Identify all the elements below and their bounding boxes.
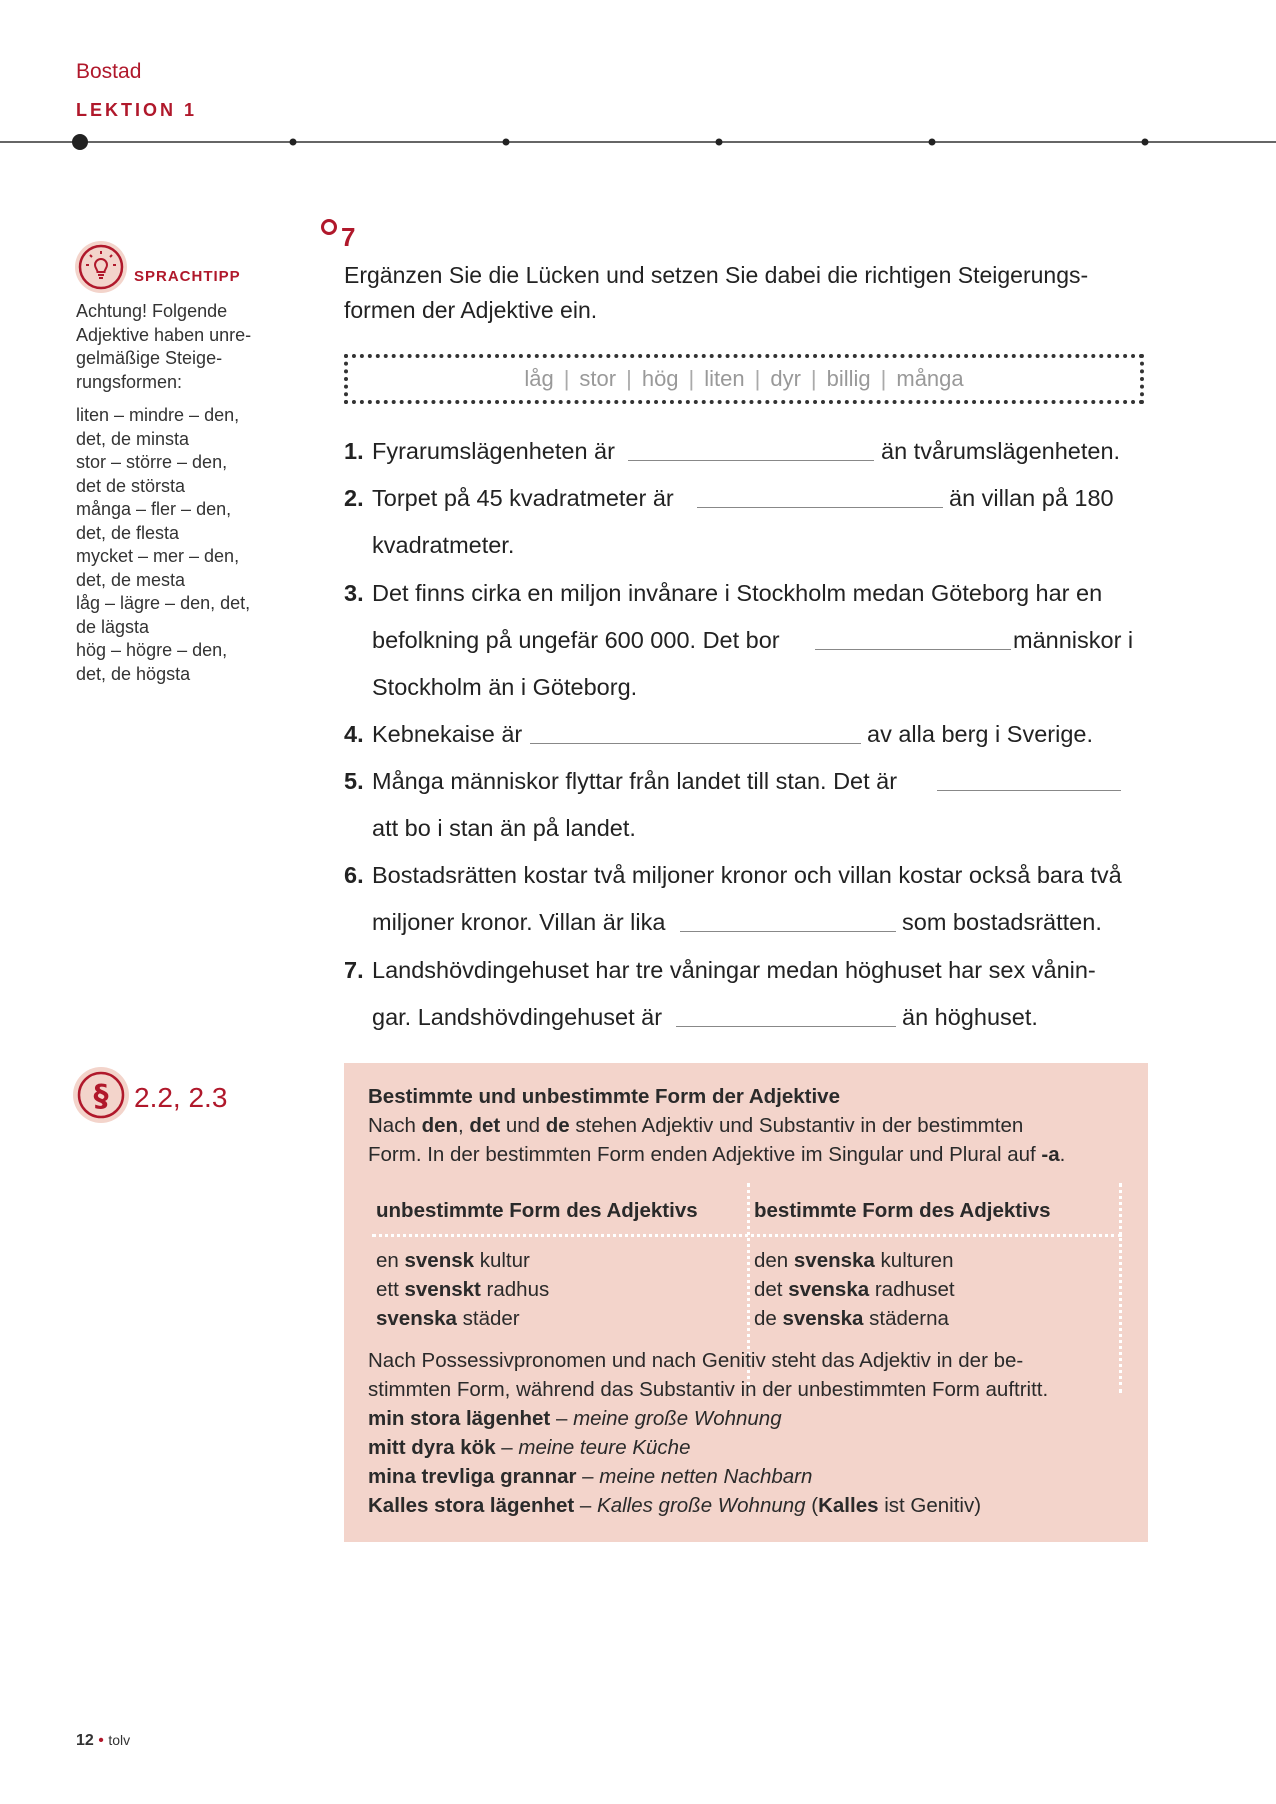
grammar-rule-line: Nach Possessivpronomen und nach Genitiv steht das Adjektiv in der be- — [368, 1349, 1024, 1372]
answer-blank[interactable] — [530, 743, 861, 744]
footer-bullet: • — [98, 1732, 104, 1749]
tip-line: Achtung! Folgende — [76, 301, 228, 321]
possessive-example: Kalles stora lägenhet – Kalles große Wohnung (Kalles ist Genitiv) — [368, 1494, 982, 1517]
item-text: än villan på 180 — [949, 485, 1114, 511]
answer-blank[interactable] — [815, 649, 1011, 650]
item-text: Torpet på 45 kvadratmeter är — [372, 485, 674, 511]
page-number: 12 — [76, 1732, 94, 1749]
word-item: många — [896, 366, 964, 391]
tip-form-line: det, de högsta — [76, 663, 191, 684]
section-title: Bostad — [76, 60, 142, 83]
timeline-dot — [716, 139, 723, 146]
item-number: 1. — [344, 438, 364, 464]
tip-form-line: det, de minsta — [76, 428, 190, 449]
lesson-timeline — [0, 130, 1276, 154]
word-item: liten — [704, 366, 745, 391]
svg-text:§: § — [93, 1079, 109, 1114]
answer-blank[interactable] — [937, 790, 1121, 791]
grammar-rule-line: stimmten Form, während das Substantiv in der unbestimmten Form auftritt. — [368, 1378, 1049, 1401]
timeline-dot — [1142, 139, 1149, 146]
example-indefinite: svenska städer — [376, 1307, 520, 1330]
item-text: Bostadsrätten kostar två miljoner kronor och villan kostar också bara två — [372, 862, 1122, 888]
grammar-title: Bestimmte und unbestimmte Form der Adjektive — [368, 1085, 840, 1108]
item-text: miljoner kronor. Villan är lika — [372, 909, 666, 935]
word-list: låg | stor | hög | liten | dyr | billig | många — [524, 366, 964, 391]
example-definite: de svenska städerna — [754, 1307, 949, 1330]
item-text: kvadratmeter. — [372, 532, 515, 558]
example-indefinite: ett svenskt radhus — [376, 1278, 550, 1301]
grammar-intro-line: Form. In der bestimmten Form enden Adjektive im Singular und Plural auf -a. — [368, 1143, 1066, 1166]
item-number: 5. — [344, 768, 364, 794]
item-text: Kebnekaise är — [372, 721, 523, 747]
item-text: befolkning på ungefär 600 000. Det bor — [372, 627, 780, 653]
item-text: Landshövdingehuset har tre våningar medan höghuset har sex vånin- — [372, 957, 1096, 983]
word-bank — [344, 354, 1144, 404]
word-item: dyr — [770, 366, 801, 391]
item-text: Fyrarumslägenheten är — [372, 438, 615, 464]
answer-blank[interactable] — [680, 931, 896, 932]
instruction-line: Ergänzen Sie die Lücken und setzen Sie dabei die richtigen Steigerungs- — [344, 262, 1089, 288]
tip-form-line: liten – mindre – den, — [76, 405, 240, 425]
item-number: 3. — [344, 580, 364, 606]
exercise-number: 7 — [341, 222, 356, 252]
example-definite: den svenska kulturen — [754, 1249, 954, 1272]
item-text: Många människor flyttar från landet till stan. Det är — [372, 768, 898, 794]
example-indefinite: en svensk kultur — [376, 1249, 530, 1272]
timeline-dot — [929, 139, 936, 146]
tip-line: Adjektive haben unre- — [76, 324, 252, 345]
example-definite: det svenska radhuset — [754, 1278, 955, 1301]
word-item: hög — [641, 366, 679, 391]
tip-title: SPRACHTIPP — [134, 268, 241, 285]
exercise-marker-icon — [320, 218, 338, 236]
answer-blank[interactable] — [676, 1026, 896, 1027]
tip-line: gelmäßige Steige- — [76, 348, 223, 368]
grammar-reference: 2.2, 2.3 — [134, 1082, 228, 1113]
tip-form-line: hög – högre – den, — [76, 640, 228, 660]
item-text: Stockholm än i Göteborg. — [372, 674, 638, 700]
tip-form-line: stor – större – den, — [76, 452, 228, 472]
timeline-dot — [503, 139, 510, 146]
tip-form-line: mycket – mer – den, — [76, 546, 240, 566]
tip-form-line: det, de flesta — [76, 522, 180, 543]
tip-body — [76, 300, 286, 696]
item-text: Det finns cirka en miljon invånare i Stockholm medan Göteborg har en — [372, 580, 1103, 606]
grammar-intro-line: Nach den, det und de stehen Adjektiv und Substantiv in der bestimmten — [368, 1114, 1024, 1137]
word-item: stor — [579, 366, 617, 391]
grammar-box — [344, 1063, 1148, 1542]
page-number-word: tolv — [108, 1732, 131, 1748]
timeline-dot — [290, 139, 297, 146]
tip-form-line: de lägsta — [76, 616, 150, 637]
item-text: av alla berg i Sverige. — [867, 721, 1093, 747]
item-text: än höghuset. — [902, 1004, 1038, 1030]
tip-form-line: många – fler – den, — [76, 499, 232, 519]
exercise-instruction — [344, 258, 1134, 328]
answer-blank[interactable] — [697, 507, 943, 508]
word-item: billig — [826, 366, 871, 391]
item-text: än tvårumslägenheten. — [881, 438, 1121, 464]
possessive-example: mitt dyra kök – meine teure Küche — [368, 1436, 691, 1459]
tip-form-line: låg – lägre – den, det, — [76, 593, 251, 613]
word-item: låg — [524, 366, 554, 391]
item-number: 7. — [344, 957, 364, 983]
item-text: människor i — [1013, 627, 1134, 653]
column-header-definite: bestimmte Form des Adjektivs — [754, 1199, 1051, 1222]
possessive-example: mina trevliga grannar – meine netten Nachbarn — [368, 1465, 813, 1488]
lightbulb-icon — [74, 240, 128, 294]
item-text: att bo i stan än på landet. — [372, 815, 636, 841]
timeline-dot-active — [72, 134, 88, 150]
tip-line: rungsformen: — [76, 371, 183, 392]
paragraph-icon — [72, 1066, 130, 1124]
possessive-example: min stora lägenhet – meine große Wohnung — [368, 1407, 782, 1430]
item-number: 2. — [344, 485, 364, 511]
instruction-line: formen der Adjektive ein. — [344, 297, 598, 323]
item-number: 6. — [344, 862, 364, 888]
answer-blank[interactable] — [628, 460, 874, 461]
item-text: som bostadsrätten. — [902, 909, 1102, 935]
item-text: gar. Landshövdingehuset är — [372, 1004, 663, 1030]
tip-form-line: det, de mesta — [76, 569, 186, 590]
column-header-indefinite: unbestimmte Form des Adjektivs — [376, 1199, 698, 1222]
tip-form-line: det de största — [76, 475, 186, 496]
item-number: 4. — [344, 721, 364, 747]
lesson-label: LEKTION 1 — [76, 100, 198, 120]
page-footer — [76, 1732, 130, 1750]
